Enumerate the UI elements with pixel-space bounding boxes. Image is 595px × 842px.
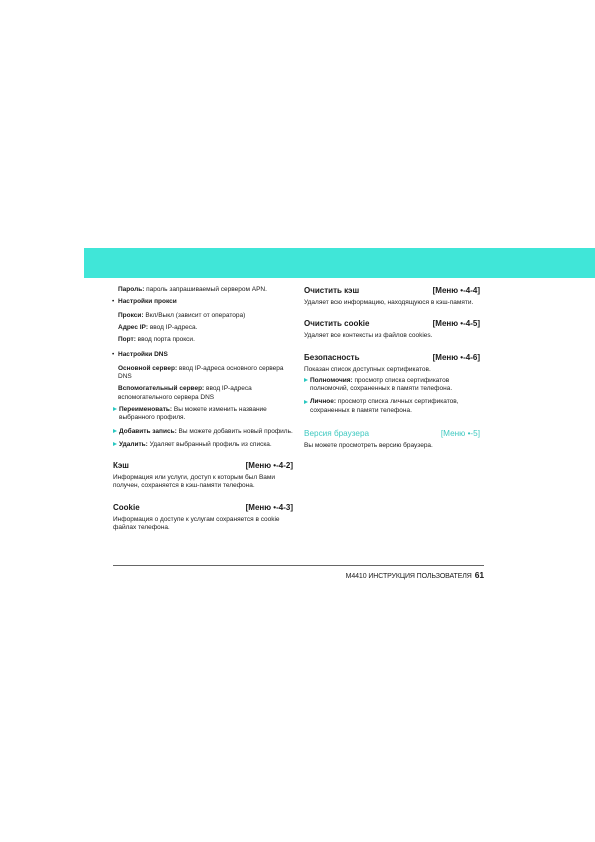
manual-title: M4410 ИНСТРУКЦИЯ ПОЛЬЗОВАТЕЛЯ	[345, 573, 472, 580]
primary-dns-row: Основной сервер: ввод IP-адреса основного сервера DNS	[118, 364, 284, 381]
security-menu-code: [Меню •-4-6]	[432, 352, 480, 362]
cookie-menu-code: [Меню •-4-3]	[245, 502, 293, 512]
personal-item: Личное: просмотр списка личных сертификатов, сохраненных в памяти телефона.	[304, 398, 480, 415]
arrow-icon	[113, 442, 117, 446]
arrow-icon	[304, 400, 308, 404]
proxy-settings-title: • Настройки прокси	[112, 298, 177, 306]
cache-heading: Кэш [Меню •-4-2]	[113, 461, 293, 471]
browser-version-menu-code: [Меню •-5]	[440, 429, 480, 439]
clear-cookie-description: Удаляет все контексты из файлов cookies.	[304, 332, 433, 340]
security-heading: Безопасность [Меню •-4-6]	[304, 352, 480, 362]
port-row: Порт: ввод порта прокси.	[118, 336, 195, 344]
left-column	[113, 286, 293, 538]
cookie-heading: Cookie [Меню •-4-3]	[113, 502, 293, 512]
dns-settings-title: • Настройки DNS	[112, 351, 168, 359]
arrow-icon	[113, 429, 117, 433]
bullet-icon: •	[112, 298, 115, 306]
delete-item: Удалить: Удаляет выбранный профиль из списка.	[113, 441, 293, 449]
cookie-description: Информация о доступе к услугам сохраняется в cookie файлах телефона.	[113, 515, 280, 532]
page-number: 61	[474, 570, 484, 580]
password-row: Пароль: пароль запрашиваемый сервером APN.	[118, 286, 267, 293]
bullet-icon: •	[112, 351, 115, 359]
proxy-row: Прокси: Вкл/Выкл (зависит от оператора)	[118, 311, 246, 319]
right-column	[304, 286, 480, 456]
clear-cookie-heading: Очистить cookie [Меню •-4-5]	[304, 319, 480, 329]
browser-version-heading: Версия браузера [Меню •-5]	[304, 429, 480, 439]
clear-cache-heading: Очистить кэш [Меню •-4-4]	[304, 286, 480, 295]
page-footer	[342, 571, 484, 581]
rename-item: Переименовать: Вы можете изменить название выбранного профиля.	[113, 406, 293, 423]
browser-version-description: Вы можете просмотреть версию браузера.	[304, 442, 433, 450]
secondary-dns-row: Вспомогательный сервер: ввод IP-адреса вспомогательного сервера DNS	[118, 385, 252, 401]
cache-menu-code: [Меню •-4-2]	[245, 461, 293, 471]
footer-rule	[113, 565, 484, 566]
clear-cookie-menu-code: [Меню •-4-5]	[432, 319, 480, 329]
header-band	[84, 248, 595, 278]
authorities-item: Полномочия: просмотр списка сертификатов полномочий, сохраненных в памяти телефона.	[304, 377, 480, 394]
add-entry-item: Добавить запись: Вы можете добавить новый профиль.	[113, 428, 293, 436]
security-description: Показан список доступных сертификатов.	[304, 365, 431, 373]
ip-address-row: Адрес IP: ввод IP-адреса.	[118, 323, 198, 331]
clear-cache-menu-code: [Меню •-4-4]	[432, 286, 480, 295]
arrow-icon	[304, 378, 308, 382]
clear-cache-description: Удаляет всю информацию, находящуюся в кэш-памяти.	[304, 299, 474, 306]
cache-description: Информация или услуги, доступ к которым был Вами получен, сохраняется в кэш-памяти телефона.	[113, 474, 275, 490]
arrow-icon	[113, 407, 117, 411]
